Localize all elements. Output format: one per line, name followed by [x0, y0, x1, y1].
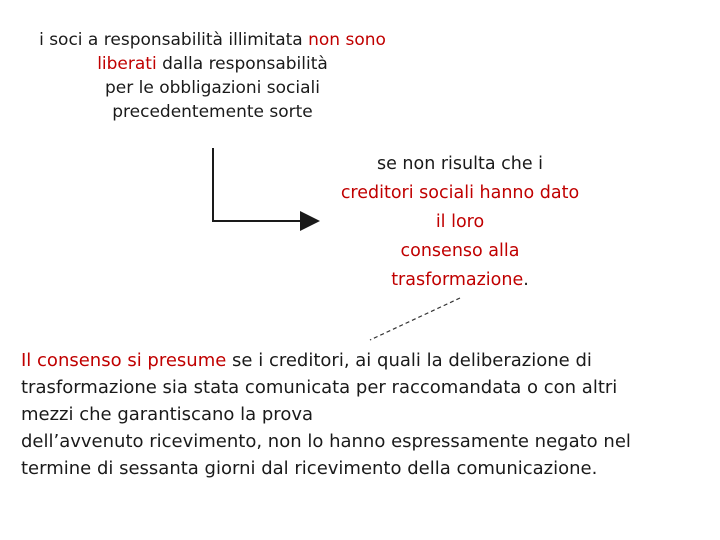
top-line-2-text: dalla responsabilità — [156, 54, 328, 74]
top-line-1-text: i soci a responsabilità illimitata — [39, 30, 309, 50]
bottom-line-4: dell’avvenuto ricevimento, non lo hanno espressamente negato nel — [21, 431, 631, 452]
bottom-line-1 — [21, 347, 711, 374]
right-line-2 — [300, 179, 620, 208]
top-line-3: per le obbligazioni sociali — [104, 78, 320, 98]
right-line-5-suffix: . — [523, 270, 529, 290]
right-line-5 — [300, 266, 620, 295]
top-line-1-highlight: non sono — [308, 30, 386, 50]
right-line-3: il loro — [435, 212, 485, 232]
top-line-2-highlight: liberati — [97, 54, 157, 74]
dashed-connector — [370, 298, 460, 340]
right-line-2-highlight: creditori sociali — [340, 183, 474, 203]
bottom-line-5: termine di sessanta giorni dal ricevimento della comunicazione. — [21, 458, 598, 479]
right-text-block — [300, 150, 620, 295]
bottom-line-1-highlight: Il consenso si presume — [21, 350, 227, 371]
right-line-2-text: hanno dato — [473, 183, 580, 203]
right-line-4: consenso alla — [400, 241, 520, 261]
top-line-4: precedentemente sorte — [112, 102, 313, 122]
bottom-line-3: mezzi che garantiscano la prova — [21, 404, 314, 425]
bottom-line-1-text: se i creditori, ai quali la deliberazione di — [226, 350, 592, 371]
right-line-1: se non risulta che i — [376, 154, 544, 174]
right-line-5-highlight: trasformazione — [391, 270, 524, 290]
bottom-text-block — [21, 347, 711, 482]
bottom-line-2: trasformazione sia stata comunicata per raccomandata o con altri — [21, 377, 618, 398]
